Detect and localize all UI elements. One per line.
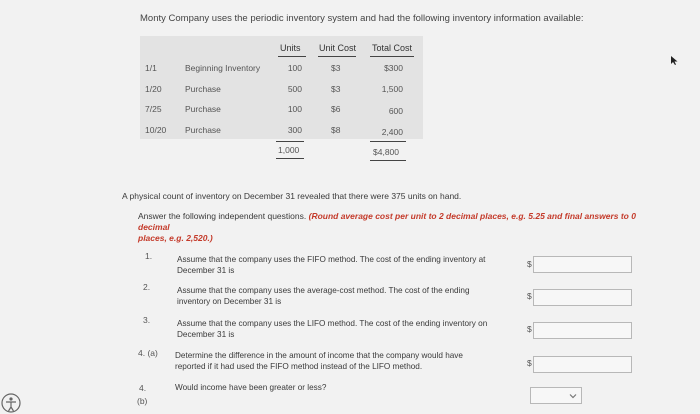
question-number: 1. <box>145 251 153 261</box>
average-cost-ending-inventory-input[interactable] <box>533 289 632 306</box>
row-date: 1/1 <box>145 63 157 73</box>
row-unit-cost: $3 <box>331 63 341 73</box>
income-difference-input[interactable] <box>533 356 632 373</box>
row-date: 10/20 <box>145 125 167 135</box>
fifo-ending-inventory-input[interactable] <box>533 256 632 273</box>
dollar-sign: $ <box>527 259 532 269</box>
total-line-units <box>276 141 304 142</box>
question-text <box>177 319 487 340</box>
dollar-sign: $ <box>527 291 532 301</box>
question-text <box>177 286 470 307</box>
row-units: 100 <box>287 63 302 73</box>
total-units: 1,000 <box>278 145 300 155</box>
double-line-cost <box>370 160 406 161</box>
rounding-instruction: (Round average cost per unit to 2 decimal places, e.g. 5.25 and final answers to 0 decimal <box>138 211 636 232</box>
total-cost: $4,800 <box>373 147 399 157</box>
row-desc: Purchase <box>185 84 221 94</box>
row-units: 100 <box>287 104 302 114</box>
question-number: 3. <box>143 315 151 325</box>
col-header-unit-cost: Unit Cost <box>319 43 357 53</box>
accessibility-icon[interactable] <box>0 390 22 414</box>
dollar-sign: $ <box>527 324 532 334</box>
question-number: 2. <box>143 282 151 292</box>
header-underline-unit-cost <box>318 56 356 57</box>
row-total: 600 <box>388 106 403 116</box>
question-line: December 31 is <box>177 329 235 339</box>
question-line: Assume that the company uses the FIFO method. The cost of the ending inventory at <box>177 255 486 264</box>
lifo-ending-inventory-input[interactable] <box>533 322 632 339</box>
row-date: 1/20 <box>145 84 162 94</box>
question-number: 4. <box>139 383 147 393</box>
question-number: 4. (a) <box>138 348 158 358</box>
question-line: inventory on December 31 is <box>177 296 282 306</box>
rounding-instruction-cont: places, e.g. 2,520.) <box>138 233 213 243</box>
instructions-lead: Answer the following independent questions. <box>138 211 307 221</box>
question-line: reported if it had used the FIFO method instead of the LIFO method. <box>175 361 423 371</box>
row-unit-cost: $6 <box>331 104 341 114</box>
question-line: December 31 is <box>177 265 235 275</box>
row-total: $300 <box>384 63 403 73</box>
row-desc: Beginning Inventory <box>185 63 261 73</box>
row-desc: Purchase <box>185 125 221 135</box>
row-total: 2,400 <box>381 127 403 137</box>
question-text <box>175 351 463 372</box>
row-unit-cost: $3 <box>331 84 341 94</box>
row-total: 1,500 <box>381 84 403 94</box>
total-line-cost <box>370 141 406 142</box>
question-line: Assume that the company uses the LIFO method. The cost of the ending inventory on <box>177 319 488 328</box>
double-line-units <box>276 158 304 159</box>
header-underline-units <box>278 56 306 57</box>
row-units: 500 <box>287 84 302 94</box>
col-header-units: Units <box>280 43 301 53</box>
greater-or-less-select[interactable] <box>530 387 582 404</box>
question-subnumber: (b) <box>137 396 148 406</box>
question-line: Determine the difference in the amount of income that the company would have <box>175 351 463 360</box>
instructions <box>138 211 638 244</box>
row-desc: Purchase <box>185 104 221 114</box>
row-units: 300 <box>287 125 302 135</box>
chevron-down-icon <box>568 391 578 401</box>
dollar-sign: $ <box>527 358 532 368</box>
header-underline-total-cost <box>370 56 414 57</box>
question-text: Would income have been greater or less? <box>175 383 327 392</box>
intro-text: Monty Company uses the periodic inventory system and had the following inventory information available: <box>140 13 584 24</box>
row-unit-cost: $8 <box>331 125 341 135</box>
col-header-total-cost: Total Cost <box>372 43 413 53</box>
row-date: 7/25 <box>145 104 162 114</box>
question-line: Assume that the company uses the average-cost method. The cost of the ending <box>177 286 470 295</box>
mouse-pointer-icon <box>670 55 680 65</box>
physical-count-text: A physical count of inventory on December 31 revealed that there were 375 units on hand. <box>122 191 462 201</box>
question-text <box>177 255 485 276</box>
